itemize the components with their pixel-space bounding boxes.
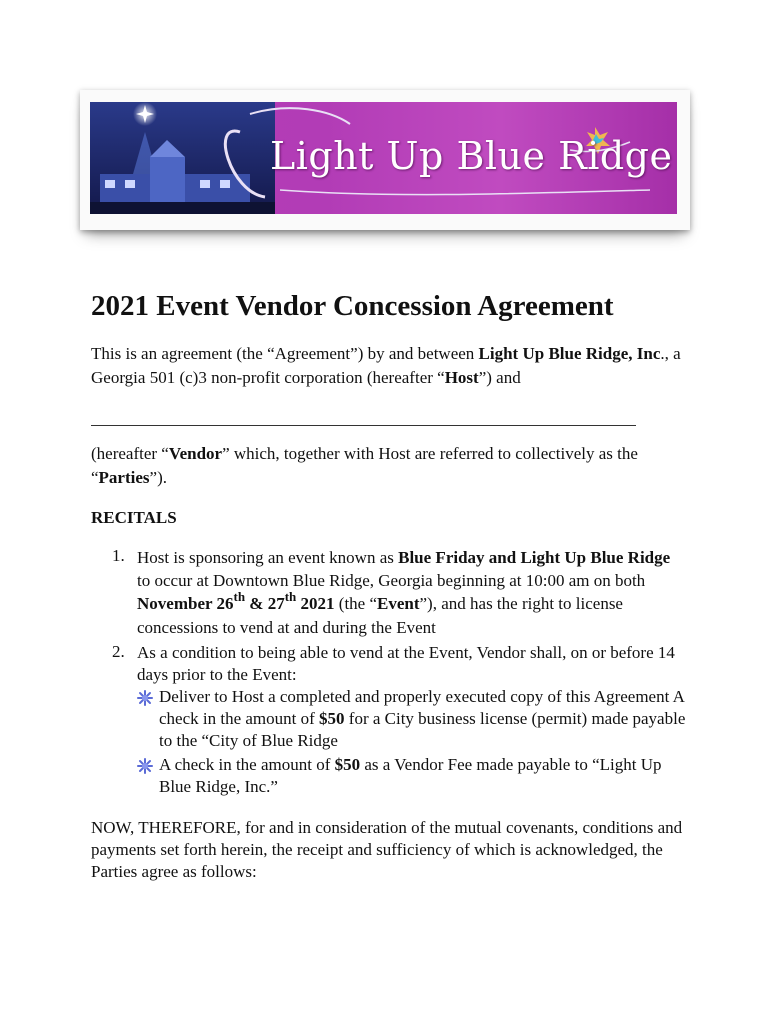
- requirement-item-2: A check in the amount of $50 as a Vendor Fee made payable to “Light Up Blue Ridge, Inc.”: [159, 755, 662, 796]
- banner-title: Light Up Blue Ridge: [270, 134, 673, 178]
- requirement-item-1: Deliver to Host a completed and properly executed copy of this Agreement A check in the amount of $50 for a City business license (permit) made payable to the “City of Blue Ridge: [159, 687, 686, 750]
- host-name: Light Up Blue Ridge, Inc: [478, 344, 661, 363]
- vendor-paragraph: (hereafter “Vendor” which, together with Host are referred to collectively as the “Parties”).: [91, 444, 638, 487]
- bullet-icon: [135, 756, 155, 776]
- intro-paragraph: This is an agreement (the “Agreement”) by and between Light Up Blue Ridge, Inc., a Georgia 501 (c)3 non-profit corporation (hereafter “Host”) and: [91, 344, 681, 387]
- recitals-heading: RECITALS: [91, 508, 177, 527]
- bullet-icon: [135, 688, 155, 708]
- item-number: 1.: [112, 546, 125, 565]
- item-number: 2.: [112, 642, 125, 661]
- closing-paragraph: NOW, THEREFORE, for and in consideration of the mutual covenants, conditions and payments set forth herein, the receipt and sufficiency of which is acknowledged, the Parties agree as follows:: [91, 818, 683, 881]
- banner: [90, 102, 677, 214]
- recital-item-2: As a condition to being able to vend at the Event, Vendor shall, on or before 14 days prior to the Event:: [137, 643, 675, 684]
- page-title: 2021 Event Vendor Concession Agreement: [91, 290, 614, 322]
- recital-item-1: Host is sponsoring an event known as Blue Friday and Light Up Blue Ridge to occur at Downtown Blue Ridge, Georgia beginning at 10:00 am on both November 26th & 27th 2021 (the “Event”), and has the right to license concessions to vend at and during the Event: [137, 548, 671, 637]
- vendor-name-blank[interactable]: [91, 425, 636, 426]
